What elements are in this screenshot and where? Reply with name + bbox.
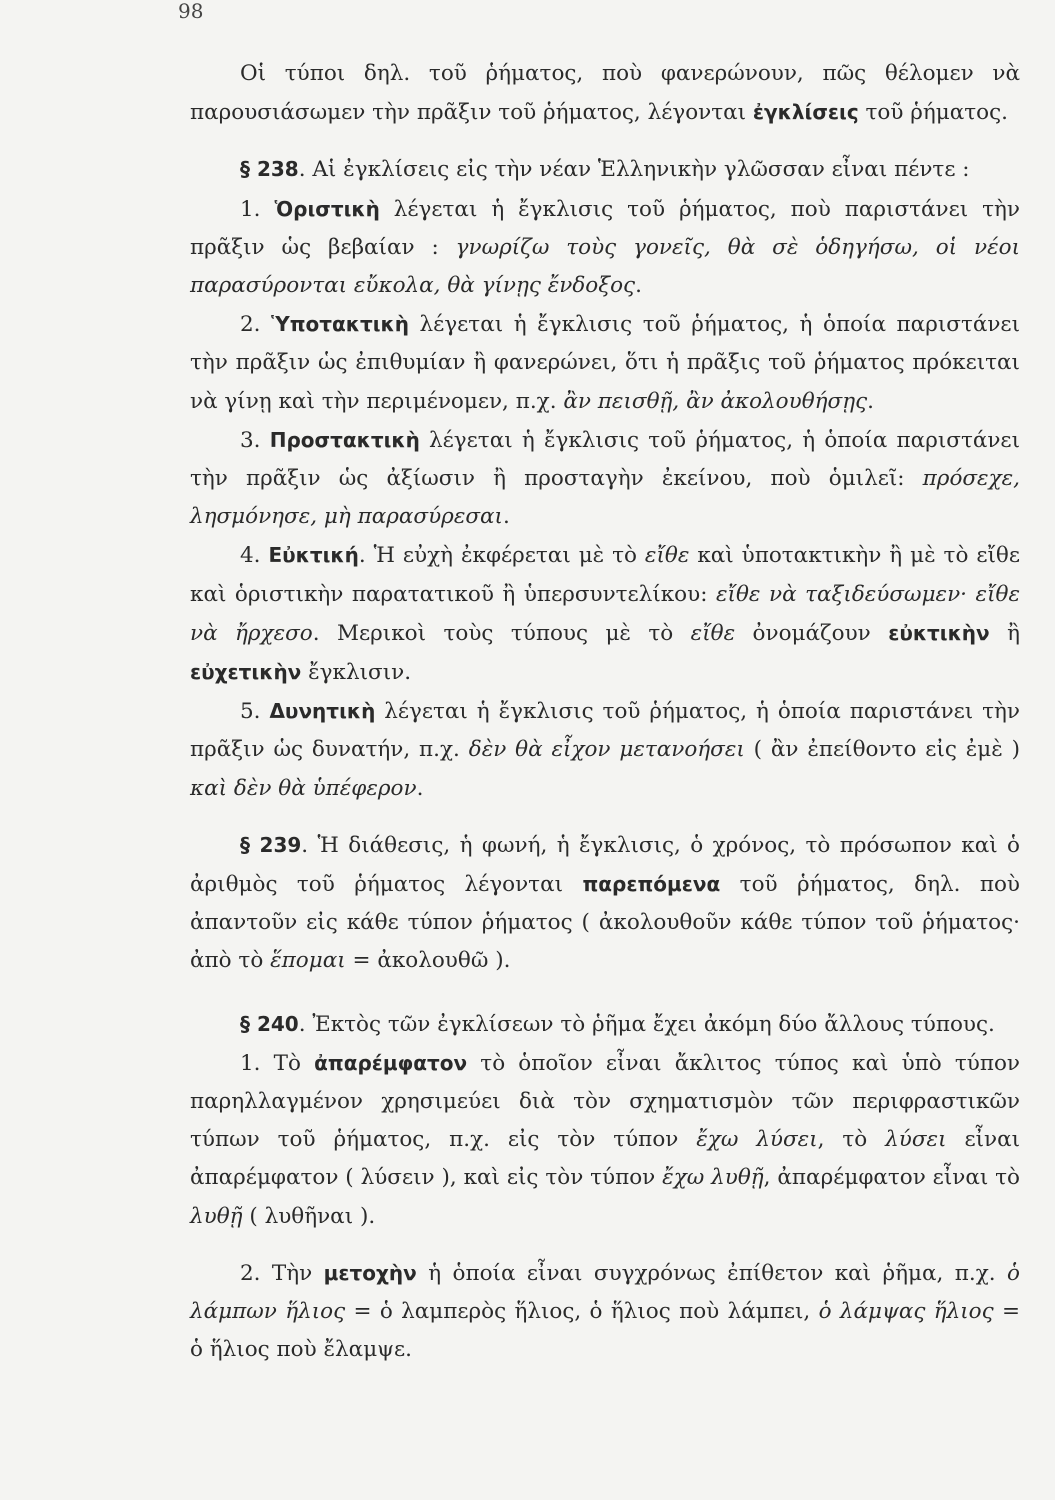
text: τοῦ ῥήματος, δηλ. ποὺ ἀπαντοῦν εἰς κάθε τύπον ῥήματος ( ἀκολουθοῦν κάθε τύπον τοῦ ῥήματος· ἀπὸ τὸ <box>190 872 1020 974</box>
term-bold: εὐχετικὴν <box>190 660 302 685</box>
text: = ἀκολουθῶ ). <box>345 948 511 974</box>
text: λέγεται ἡ ἔγκλισις τοῦ ῥήματος, ἡ ὁποία παριστάνει τὴν πρᾶξιν ὡς ἀξίωσιν ἢ προσταγὴν ἐκείνου, ποὺ ὁμιλεῖ: <box>190 427 1020 492</box>
term-bold: Ὁριστικὴ <box>274 196 380 221</box>
item-number: 2. <box>240 312 272 338</box>
section-number: § 238 <box>240 157 299 182</box>
item-number: 4. <box>240 543 269 569</box>
example-italic: ἔχω λύσει <box>696 1127 818 1153</box>
text: . Ἡ εὐχὴ ἐκφέρεται μὲ τὸ <box>358 543 645 569</box>
example-italic: λύσει <box>885 1127 947 1153</box>
item-potential <box>190 692 1020 808</box>
text: , ἀπαρέμφατον εἶναι τὸ <box>763 1165 1020 1191</box>
example-italic: ἔχω λυθῇ <box>662 1165 764 1191</box>
text: ( ἂν ἐπείθοντο εἰς ἐμὲ ) <box>744 737 1021 763</box>
text: . <box>635 273 642 299</box>
text: = ὁ λαμπερὸς ἥλιος, ὁ ἥλιος ποὺ λάμπει, <box>345 1299 819 1325</box>
term-bold: Δυνητικὴ <box>269 699 376 724</box>
term-bold: ἐγκλίσεις <box>752 100 859 125</box>
item-number: 2. Τὴν <box>240 1260 324 1286</box>
example-italic: ἂν πεισθῇ, ἂν ἀκολουθήσῃς <box>563 388 868 414</box>
text: τοῦ ῥήματος. <box>858 100 1008 126</box>
example-italic: εἴθε νὰ ταξιδεύσωμεν· εἴθε νὰ ἤρχεσο <box>190 581 1020 646</box>
term-bold: Εὐκτική <box>268 543 359 568</box>
text: , τὸ <box>817 1127 886 1153</box>
term-bold: ἀπαρέμφατον <box>314 1050 468 1075</box>
example-italic: ὁ λάμψας ἥλιος <box>818 1299 994 1325</box>
text: ἡ ὁποία εἶναι συγχρόνως ἐπίθετον καὶ ῥῆμα, π.χ. <box>416 1260 1008 1286</box>
page-body <box>190 55 1020 1370</box>
item-participle <box>190 1254 1020 1370</box>
item-number: 1. <box>240 196 275 222</box>
paragraph-intro <box>190 55 1020 132</box>
item-imperative <box>190 421 1020 537</box>
text: Οἱ τύποι δηλ. τοῦ ῥήματος, ποὺ φανερώνουν, πῶς θέλομεν νὰ παρουσιάσωμεν τὴν πρᾶξιν τοῦ ῥήματος, λέγονται <box>190 61 1020 126</box>
text: = ὁ ἥλιος ποὺ ἔλαμψε. <box>190 1299 1021 1363</box>
example-italic: δὲν θὰ εἶχον μετανοήσει <box>468 737 745 763</box>
item-number: 3. <box>240 427 270 453</box>
item-optative <box>190 536 1020 692</box>
item-indicative <box>190 190 1020 306</box>
term-bold: εὐκτικὴν <box>888 620 990 645</box>
item-number: 5. <box>240 699 270 725</box>
term-bold: Προστακτικὴ <box>269 427 420 452</box>
text: ( λυθῆναι ). <box>242 1203 376 1229</box>
text: λέγεται ἡ ἔγκλισις τοῦ ῥήματος, ἡ ὁποία παριστάνει τὴν πρᾶξιν ὡς ἐπιθυμίαν ἢ φανερώνει, ὅτι ἡ πρᾶξις τοῦ ῥήματος πρόκειται νὰ γίνῃ καὶ τὴν περιμένομεν, π.χ. <box>190 312 1020 414</box>
section-239 <box>190 826 1020 981</box>
section-238 <box>190 150 1020 189</box>
example-italic: πρόσεχε, λησμόνησε, μὴ παρασύρεσαι <box>190 466 1020 530</box>
section-number: § 240 <box>240 1011 299 1036</box>
example-italic: λυθῇ <box>190 1203 243 1229</box>
item-subjunctive <box>190 305 1020 421</box>
term-bold: μετοχὴν <box>323 1260 417 1285</box>
term-bold: Ὑποτακτικὴ <box>271 312 409 337</box>
section-number: § 239 <box>240 832 302 857</box>
text: . Ἡ διάθεσις, ἡ φωνή, ἡ ἔγκλισις, ὁ χρόνος, τὸ πρόσωπον καὶ ὁ ἀριθμὸς τοῦ ῥήματος λέγονται <box>190 832 1021 898</box>
example-italic: καὶ δὲν θὰ ὑπέφερον <box>190 775 417 801</box>
text: ἔγκλισιν. <box>301 660 412 686</box>
text: λέγεται ἡ ἔγκλισις τοῦ ῥήματος, ποὺ παριστάνει τὴν πρᾶξιν ὡς βεβαίαν : <box>190 196 1020 260</box>
text: τὸ ὁποῖον εἶναι ἄκλιτος τύπος καὶ ὑπὸ τύπον παρηλλαγμένον χρησιμεύει διὰ τὸν σχηματισμὸν τῶν περιφραστικῶν τύπων τοῦ ῥήματος, π.χ. εἰς τὸν τύπον <box>190 1050 1020 1153</box>
text: . <box>416 775 424 801</box>
term-bold: παρεπόμενα <box>582 872 721 897</box>
example-italic: εἴθε <box>644 543 690 569</box>
text: λέγεται ἡ ἔγκλισις τοῦ ῥήματος, ἡ ὁποία παριστάνει τὴν πρᾶξιν ὡς δυνατήν, π.χ. <box>190 699 1020 763</box>
item-infinitive <box>190 1044 1020 1236</box>
section-240 <box>190 1005 1020 1044</box>
text: . Μερικοὶ τοὺς τύπους μὲ τὸ <box>312 620 691 646</box>
text: ἢ <box>989 620 1020 646</box>
example-italic: ἕπομαι <box>270 948 346 974</box>
text: . <box>867 388 874 414</box>
text: καὶ ὑποτακτικὴν ἢ μὲ τὸ εἴθε καὶ ὁριστικὴν παρατατικοῦ ἢ ὑπερσυντελίκου: <box>190 543 1020 607</box>
example-italic: εἴθε <box>690 620 736 646</box>
example-italic: ὁ λάμπων ἥλιος <box>190 1260 1020 1325</box>
text: ὀνομάζουν <box>735 620 889 646</box>
example-italic: γνωρίζω τοὺς γονεῖς, θὰ σὲ ὁδηγήσω, οἱ νέοι παρασύρονται εὔκολα, θὰ γίνῃς ἔνδοξος <box>190 234 1020 299</box>
page-number: 98 <box>178 0 204 23</box>
text: . <box>502 504 510 530</box>
text: . Αἱ ἐγκλίσεις εἰς τὴν νέαν Ἑλληνικὴν γλῶσσαν εἶναι πέντε : <box>298 157 970 183</box>
item-number: 1. Τὸ <box>240 1050 315 1076</box>
text: εἶναι ἀπαρέμφατον ( λύσειν ), καὶ εἰς τὸν τύπον <box>190 1127 1021 1191</box>
text: . Ἐκτὸς τῶν ἐγκλίσεων τὸ ῥῆμα ἔχει ἀκόμη δύο ἄλλους τύπους. <box>298 1011 995 1037</box>
